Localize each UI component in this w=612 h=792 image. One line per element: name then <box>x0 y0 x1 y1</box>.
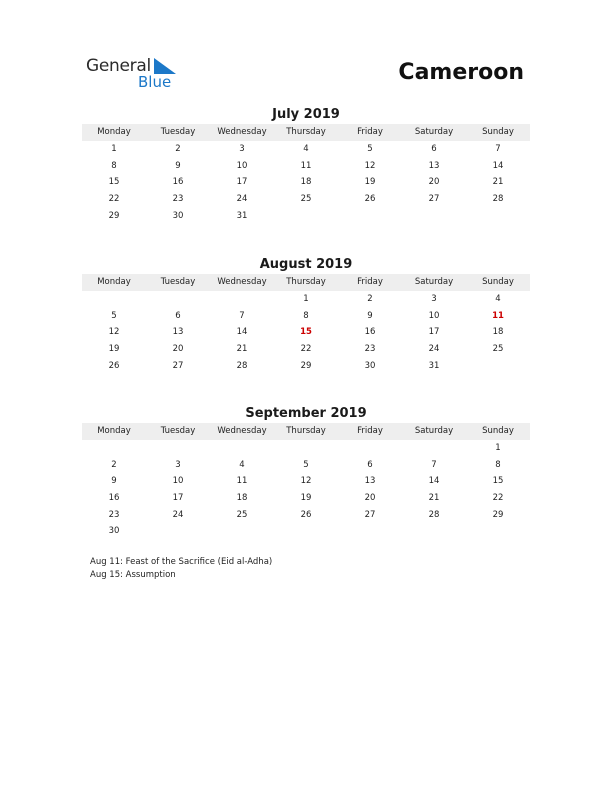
day-cell: 29 <box>492 509 504 520</box>
day-cell: 23 <box>364 344 376 355</box>
day-cell <box>402 523 466 540</box>
weekday-header: Sunday <box>482 277 514 287</box>
logo <box>86 56 186 92</box>
month-title: July 2019 <box>272 107 340 122</box>
day-cell: 4 <box>239 459 245 470</box>
week-row <box>82 308 530 325</box>
day-cell: 31 <box>236 210 248 221</box>
day-cell: 25 <box>300 194 312 205</box>
day-cell <box>82 291 146 308</box>
weekday-header: Saturday <box>414 277 454 287</box>
day-cell: 2 <box>175 144 181 154</box>
day-cell: 26 <box>108 360 120 371</box>
day-cell: 25 <box>236 509 248 520</box>
day-cell <box>274 440 338 457</box>
day-cell: 13 <box>172 327 184 338</box>
week-row <box>82 174 530 191</box>
day-cell: 23 <box>108 509 120 520</box>
day-cell <box>274 208 338 225</box>
day-cell <box>274 523 338 540</box>
day-cell: 1 <box>495 443 501 453</box>
day-cell: 9 <box>111 476 117 487</box>
logo-triangle-icon <box>154 58 176 74</box>
week-row <box>82 457 530 474</box>
day-cell: 30 <box>364 360 376 371</box>
day-cell <box>466 208 530 225</box>
day-cell: 4 <box>303 144 309 154</box>
weekday-header: Friday <box>357 127 383 137</box>
day-cell: 1 <box>111 144 117 154</box>
week-row <box>82 507 530 524</box>
weekday-header: Sunday <box>482 127 514 137</box>
month-august <box>82 256 530 374</box>
day-cell: 25 <box>492 344 504 355</box>
week-row <box>82 141 530 158</box>
day-cell: 13 <box>428 160 440 171</box>
day-cell: 28 <box>492 194 504 205</box>
day-cell <box>466 358 530 375</box>
day-cell <box>338 208 402 225</box>
day-cell: 19 <box>300 493 312 504</box>
logo-blue-text: Blue <box>138 73 172 91</box>
day-cell: 19 <box>108 344 120 355</box>
weekday-header: Saturday <box>414 127 454 137</box>
country-title: Cameroon <box>398 60 524 85</box>
day-cell: 31 <box>428 360 440 371</box>
day-cell: 26 <box>364 194 376 205</box>
logo-general-text: General <box>86 56 151 76</box>
week-row <box>82 208 530 225</box>
day-cell: 18 <box>300 177 312 188</box>
holiday-notes <box>90 556 272 582</box>
month-september <box>82 405 530 540</box>
day-cell: 29 <box>108 210 120 221</box>
day-cell: 10 <box>236 160 248 171</box>
day-cell: 9 <box>367 310 373 321</box>
day-cell: 1 <box>303 294 309 304</box>
weekday-header: Thursday <box>286 426 326 436</box>
day-cell: 9 <box>175 160 181 171</box>
day-cell: 30 <box>108 526 120 537</box>
weekday-header: Friday <box>357 426 383 436</box>
day-cell <box>146 440 210 457</box>
day-cell <box>402 440 466 457</box>
day-cell: 24 <box>172 509 184 520</box>
week-row <box>82 523 530 540</box>
day-cell: 14 <box>492 160 504 171</box>
weekday-header: Wednesday <box>217 277 267 287</box>
day-cell: 15 <box>492 476 504 487</box>
day-cell: 19 <box>364 177 376 188</box>
week-row <box>82 158 530 175</box>
day-cell: 6 <box>431 144 437 154</box>
day-cell <box>210 523 274 540</box>
day-cell: 5 <box>111 310 117 321</box>
day-cell: 24 <box>428 344 440 355</box>
day-cell: 29 <box>300 360 312 371</box>
holiday-note: Aug 11: Feast of the Sacrifice (Eid al-Adha) <box>90 557 273 567</box>
day-cell: 23 <box>172 194 184 205</box>
weekday-header: Tuesday <box>160 127 196 137</box>
day-cell <box>146 291 210 308</box>
weekday-header: Tuesday <box>160 426 196 436</box>
day-cell: 11 <box>300 160 312 171</box>
day-cell: 2 <box>367 294 373 304</box>
week-row <box>82 490 530 507</box>
day-cell <box>210 440 274 457</box>
weekday-header: Saturday <box>414 426 454 436</box>
weekday-header-row <box>82 124 530 141</box>
day-cell: 17 <box>428 327 440 338</box>
weekday-header: Tuesday <box>160 277 196 287</box>
day-cell: 15 <box>300 327 312 338</box>
day-cell: 3 <box>431 294 437 304</box>
day-cell <box>82 440 146 457</box>
day-cell: 27 <box>172 360 184 371</box>
day-cell: 17 <box>172 493 184 504</box>
day-cell: 26 <box>300 509 312 520</box>
day-cell: 7 <box>431 459 437 470</box>
day-cell: 2 <box>111 459 117 470</box>
day-cell: 21 <box>492 177 504 188</box>
week-row <box>82 291 530 308</box>
weekday-header: Wednesday <box>217 127 267 137</box>
week-row <box>82 440 530 457</box>
day-cell: 3 <box>175 459 181 470</box>
day-cell <box>338 523 402 540</box>
day-cell: 22 <box>300 344 312 355</box>
month-july <box>82 106 530 224</box>
day-cell: 27 <box>364 509 376 520</box>
day-cell: 11 <box>492 310 504 321</box>
weekday-header: Wednesday <box>217 426 267 436</box>
day-cell: 8 <box>495 459 501 470</box>
weekday-header: Sunday <box>482 426 514 436</box>
day-cell: 5 <box>367 144 373 154</box>
week-row <box>82 341 530 358</box>
day-cell: 28 <box>236 360 248 371</box>
week-row <box>82 324 530 341</box>
day-cell: 24 <box>236 194 248 205</box>
day-cell: 30 <box>172 210 184 221</box>
day-cell: 12 <box>364 160 376 171</box>
day-cell: 8 <box>111 160 117 171</box>
day-cell: 7 <box>495 144 501 154</box>
day-cell: 18 <box>492 327 504 338</box>
day-cell: 22 <box>108 194 120 205</box>
day-cell: 10 <box>428 310 440 321</box>
weekday-header: Friday <box>357 277 383 287</box>
week-row <box>82 358 530 375</box>
weekday-header: Thursday <box>286 127 326 137</box>
day-cell: 20 <box>172 344 184 355</box>
day-cell: 14 <box>428 476 440 487</box>
day-cell: 11 <box>236 476 248 487</box>
day-cell: 21 <box>428 493 440 504</box>
holiday-note: Aug 15: Assumption <box>90 570 176 580</box>
day-cell: 12 <box>108 327 120 338</box>
day-cell: 6 <box>367 459 373 470</box>
day-cell: 22 <box>492 493 504 504</box>
week-row <box>82 473 530 490</box>
day-cell: 6 <box>175 310 181 321</box>
day-cell: 5 <box>303 459 309 470</box>
weekday-header: Thursday <box>286 277 326 287</box>
day-cell: 13 <box>364 476 376 487</box>
day-cell: 14 <box>236 327 248 338</box>
day-cell: 8 <box>303 310 309 321</box>
weekday-header: Monday <box>97 277 131 287</box>
day-cell: 18 <box>236 493 248 504</box>
day-cell <box>146 523 210 540</box>
day-cell: 16 <box>172 177 184 188</box>
day-cell: 7 <box>239 310 245 321</box>
day-cell: 3 <box>239 144 245 154</box>
day-cell: 4 <box>495 294 501 304</box>
day-cell: 27 <box>428 194 440 205</box>
day-cell: 15 <box>108 177 120 188</box>
day-cell: 16 <box>108 493 120 504</box>
weekday-header-row <box>82 274 530 291</box>
week-row <box>82 191 530 208</box>
day-cell: 12 <box>300 476 312 487</box>
month-title: September 2019 <box>245 406 367 421</box>
day-cell <box>402 208 466 225</box>
weekday-header: Monday <box>97 426 131 436</box>
day-cell: 17 <box>236 177 248 188</box>
day-cell: 28 <box>428 509 440 520</box>
day-cell <box>210 291 274 308</box>
weekday-header: Monday <box>97 127 131 137</box>
weekday-header-row <box>82 423 530 440</box>
day-cell: 20 <box>428 177 440 188</box>
month-title: August 2019 <box>259 257 353 272</box>
day-cell <box>466 523 530 540</box>
day-cell: 21 <box>236 344 248 355</box>
day-cell: 16 <box>364 327 376 338</box>
day-cell: 20 <box>364 493 376 504</box>
day-cell: 10 <box>172 476 184 487</box>
day-cell <box>338 440 402 457</box>
